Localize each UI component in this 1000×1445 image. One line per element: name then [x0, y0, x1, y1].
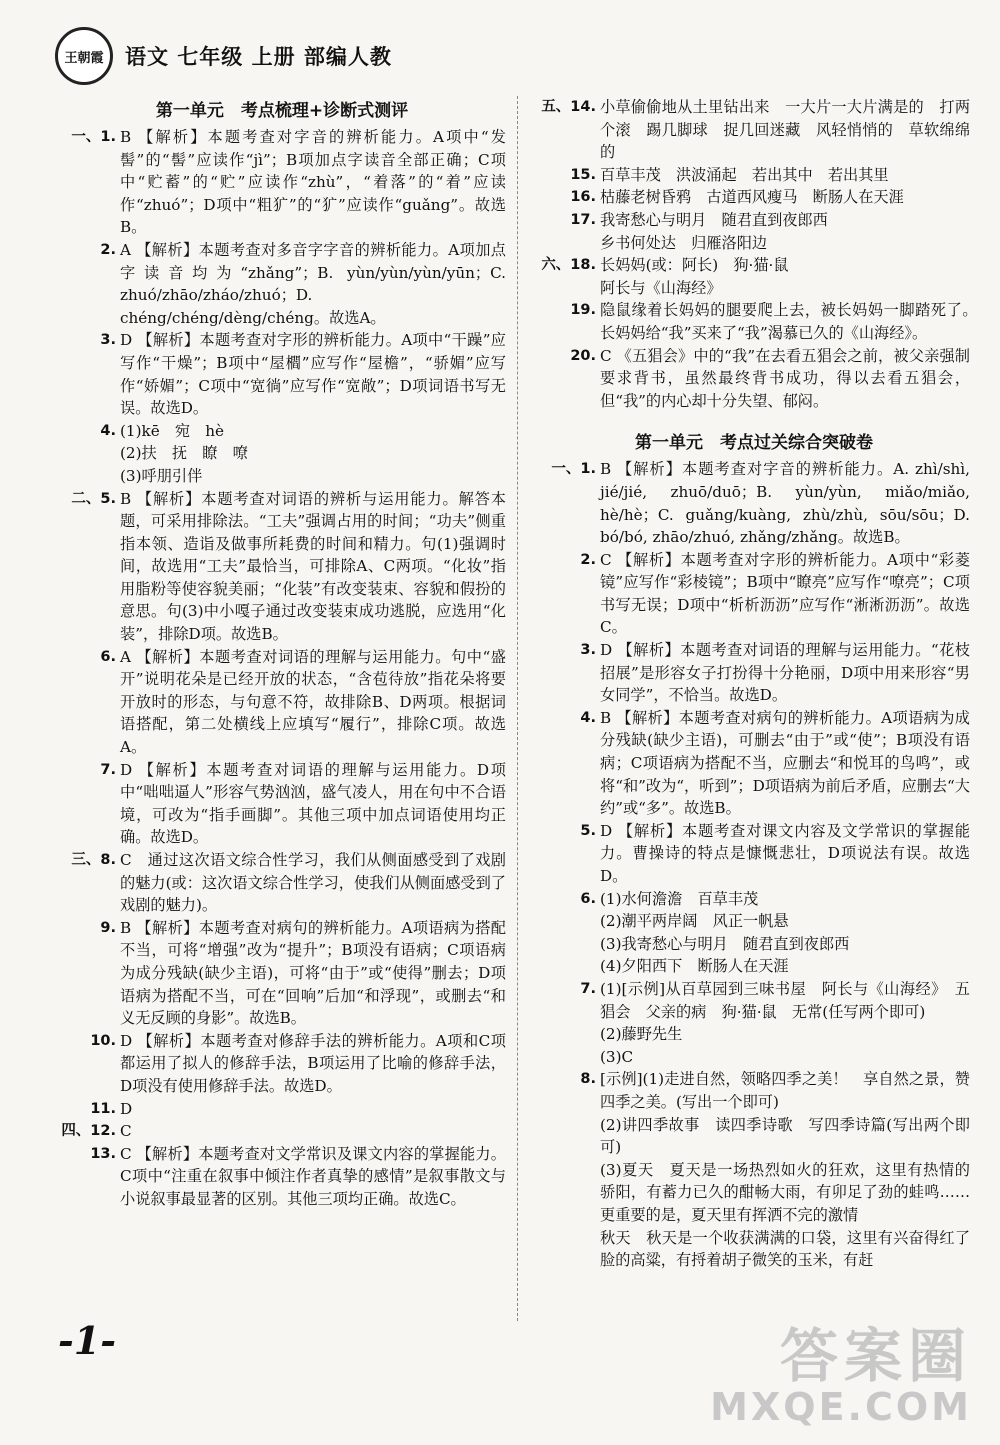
answer-number: 5.: [580, 822, 596, 839]
answer-item: [538, 186, 970, 209]
answer-number: 13.: [90, 1145, 116, 1162]
answer-text: [120, 1098, 506, 1121]
answer-line: 阿长与《山海经》: [600, 278, 722, 297]
answer-item: [538, 345, 970, 413]
answer-number: 16.: [570, 189, 596, 206]
answer-number: 20.: [570, 347, 596, 364]
answer-line: (1)[示例]从百草园到三味书屋 阿长与《山海经》 五猖会 父亲的病 狗·猫·鼠 无常(任写两个即可): [600, 979, 970, 1021]
answer-text: [600, 978, 970, 1068]
answer-line: 百草丰茂 洪波涌起 若出其中 若出其里: [600, 165, 889, 184]
answer-item: [538, 888, 970, 978]
answer-text: [600, 345, 970, 413]
answer-line: (2)潮平两岸阔 风正一帆悬: [600, 912, 789, 931]
answer-number: 15.: [570, 166, 596, 183]
answer-item: [538, 254, 970, 299]
answer-number: 五、14.: [541, 99, 596, 115]
answer-text: [600, 254, 970, 299]
answer-number: 7.: [580, 980, 596, 997]
answer-item: [538, 639, 970, 707]
answer-number: 6.: [580, 890, 596, 907]
section-title-left: 第一单元 考点梳理+诊断式测评: [155, 101, 409, 121]
answer-line: (2)讲四季故事 读四季诗歌 写四季诗篇(写出两个即可): [600, 1115, 970, 1157]
answer-line: (1)水何澹澹 百草丰茂: [600, 889, 759, 908]
answer-item: [538, 164, 970, 187]
answer-text: [600, 888, 970, 978]
answer-text: [120, 1030, 506, 1098]
answer-text: [600, 820, 970, 888]
answer-item: [538, 820, 970, 888]
answer-line: [示例](1)走进自然，领略四季之美！ 享自然之景，赞四季之美。(写出一个即可): [600, 1070, 970, 1111]
answer-item: [58, 759, 506, 849]
answer-line: B 【解析】本题考查对字音的辨析能力。A. zhì/shì, jié/jié, zhuō/duō；B. yùn/yùn, miǎo/miǎo, hè/hè；C. guǎng/kuàng, zhù/zhù, sōu/sōu；D. bó/bó, zhāo/zhuó, zhǎng/zhǎng。故选B。: [600, 460, 970, 547]
answer-text: [600, 164, 970, 187]
answer-line: C 《五猖会》中的“我”在去看五猖会之前，被父亲强制要求背书，虽然最终背书成功，得以去看五猖会，但“我”的内心却十分失望、郁闷。: [600, 346, 970, 410]
answer-item: [58, 239, 506, 329]
watermark-text: 答案圈: [779, 1322, 972, 1390]
answer-line: D 【解析】本题考查对字形的辨析能力。A项中“干躁”应写作“干燥”；B项中“屋櫩”应写作“屋檐”，“骄媚”应写作“娇媚”；C项中“宽徜”应写作“宽敞”；D项词语书写无误。故选D。: [120, 331, 506, 418]
answer-line: D 【解析】本题考查对课文内容及文学常识的掌握能力。曹操诗的特点是慷慨悲壮，D项说法有误。故选D。: [600, 821, 970, 885]
answer-line: (4)夕阳西下 断肠人在天涯: [600, 957, 789, 976]
answer-line: 秋天 秋天是一个收获满满的口袋，这里有兴奋得红了脸的高粱，有捋着胡子微笑的玉米，有赶: [600, 1228, 970, 1270]
answer-number: 9.: [100, 919, 116, 936]
answer-number: 六、18.: [541, 257, 596, 274]
answer-item: [538, 209, 970, 254]
answer-item: [58, 1120, 506, 1143]
answer-number: 3.: [100, 332, 116, 349]
answer-text: [600, 186, 970, 209]
answer-number: 2.: [580, 551, 596, 568]
answer-text: [120, 329, 506, 419]
answer-item: [58, 329, 506, 419]
answer-number: 6.: [100, 648, 116, 665]
answer-line: 我寄愁心与明月 随君直到夜郎西: [600, 210, 828, 229]
answer-text: [600, 639, 970, 707]
answer-line: C 【解析】本题考查对文学常识及课文内容的掌握能力。C项中“注重在叙事中倾注作者真挚的感情”是叙事散文与小说叙事最显著的区别。其他三项均正确。故选C。: [120, 1144, 506, 1208]
answer-text: [120, 1120, 506, 1143]
answer-text: [600, 209, 970, 254]
answer-number: 19.: [570, 302, 596, 319]
section-title-right: 第一单元 考点过关综合突破卷: [635, 433, 873, 454]
answer-line: B 【解析】本题考查对病句的辨析能力。A项语病为成分残缺(缺少主语)，可删去“由于”或“使”；B项没有语病；C项语病为搭配不当，应删去“和悦耳的鸟鸣”，或将“和”改为“，听到”；D项语病为前后矛盾，应删去“大约”或“多”。故选B。: [600, 708, 970, 818]
answer-number: 3.: [580, 642, 596, 659]
answer-number: 7.: [100, 761, 116, 778]
answer-line: D 【解析】本题考查对词语的理解与运用能力。D项中“咄咄逼人”形容气势汹汹，盛气凌人，用在句中不合语境，可改为“指手画脚”。其他三项中加点词语使用均正确。故选D。: [120, 760, 506, 847]
answer-text: [600, 549, 970, 639]
answer-number: 二、5.: [71, 490, 116, 507]
answer-item: [58, 917, 506, 1030]
answer-text: [120, 239, 506, 329]
answer-line: 小草偷偷地从土里钻出来 一大片一大片满是的 打两个滚 踢几脚球 捉几回迷藏 风轻悄悄的 草软绵绵的: [600, 98, 970, 162]
answer-line: C 通过这次语文综合性学习，我们从侧面感受到了戏剧的魅力(或：这次语文综合性学习，使我们从侧面感受到了戏剧的魅力)。: [120, 851, 506, 915]
watermark-url: MXQE.COM: [710, 1385, 972, 1429]
answer-item: [58, 1030, 506, 1098]
answer-item: [58, 126, 506, 239]
left-column: [58, 96, 506, 1211]
answer-number: 17.: [570, 211, 596, 228]
answer-number: 三、8.: [71, 852, 116, 868]
answer-item: [538, 978, 970, 1068]
answer-line: C: [120, 1122, 132, 1141]
answer-item: [538, 96, 970, 164]
answer-number: 10.: [90, 1032, 116, 1049]
answer-line: (3)呼朋引伴: [120, 466, 203, 485]
answer-text: [600, 96, 970, 164]
answer-item: [538, 458, 970, 548]
answer-line: B 【解析】本题考查对字音的辨析能力。A项中“发髻”的“髻”应读作“jì”；B项加点字读音全部正确；C项中“贮蓄”的“贮”应读作“zhù”，“着落”的“着”应读作“zhuó”；D项中“粗犷”的“犷”应读作“guǎng”。故选B。: [120, 128, 506, 237]
answer-line: (2)藤野先生: [600, 1025, 683, 1044]
answer-number: 8.: [580, 1071, 596, 1088]
answer-line: B 【解析】本题考查对病句的辨析能力。A项语病为搭配不当，可将“增强”改为“提升”；B项没有语病；C项语病为成分残缺(缺少主语)，可将“由于”或“使得”删去；D项语病为搭配不当，可在“回响”后加“和浮现”，或删去“和义无反顾的身影”。故选B。: [120, 918, 506, 1028]
answer-line: 长妈妈(或：阿长) 狗·猫·鼠: [600, 256, 789, 275]
page-header: [55, 28, 392, 84]
answer-line: (2)扶 抚 瞭 嘹: [120, 444, 248, 463]
answer-text: [600, 1068, 970, 1271]
answer-line: 隐鼠缘着长妈妈的腿要爬上去，被长妈妈一脚踏死了。 长妈妈给“我”买来了“我”渴慕已久的《山海经》。: [600, 301, 986, 342]
answer-line: D 【解析】本题考查对修辞手法的辨析能力。A项和C项都运用了拟人的修辞手法，B项运用了比喻的修辞手法，D项没有使用修辞手法。故选D。: [120, 1031, 506, 1095]
answer-item: [58, 1143, 506, 1211]
answer-text: [600, 458, 970, 548]
answer-number: 11.: [90, 1100, 116, 1117]
watermark: [710, 1322, 972, 1429]
answer-line: A 【解析】本题考查对词语的理解与运用能力。句中“盛开”说明花朵是已经开放的状态，“含苞待放”指花朵将要开放时的形态，与句意不符，故排除B、D两项。根据词语搭配，第二处横线上应填写“履行”，排除C项。故选A。: [120, 647, 506, 757]
answer-line: (3)我寄愁心与明月 随君直到夜郎西: [600, 934, 850, 953]
answer-text: [600, 299, 986, 344]
answer-text: [120, 488, 506, 646]
answer-text: [600, 707, 970, 820]
answer-number: 4.: [580, 709, 596, 726]
answer-text: [120, 126, 506, 239]
answer-line: B 【解析】本题考查对词语的辨析与运用能力。解答本题，可采用排除法。“工夫”强调占用的时间；“功夫”侧重指本领、造诣及做事所耗费的时间和精力。句(1)强调时间，故选用“工夫”最恰当，可排除A、C两项。“化妆”指用脂粉等使容貌美丽；“化装”有改变装束、容貌和假扮的意思。句(3)中小嘎子通过改变装束成功逃脱，应选用“化装”，排除D项。故选B。: [120, 489, 506, 644]
answer-item: [538, 299, 986, 344]
answer-line: (1)kē 宛 hè: [120, 421, 225, 440]
answer-line: (3)夏天 夏天是一场热烈如火的狂欢，这里有热情的骄阳，有蓄力已久的酣畅大雨，有卯足了劲的蛙鸣……更重要的是，夏天里有挥洒不完的激情: [600, 1160, 970, 1224]
answer-text: [120, 646, 506, 759]
answer-item: [58, 420, 506, 488]
answer-number: 4.: [100, 422, 116, 439]
answer-text: [120, 849, 506, 917]
answer-number: 四、12.: [61, 1123, 116, 1140]
right-answer-list-bottom: [538, 458, 970, 1271]
answer-item: [58, 646, 506, 759]
answer-line: D 【解析】本题考查对词语的理解与运用能力。“花枝招展”是形容女子打扮得十分艳丽，D项中用来形容“男女同学”，不恰当。故选D。: [600, 641, 970, 705]
answer-item: [538, 549, 970, 639]
answer-text: [120, 759, 506, 849]
answer-line: (3)C: [600, 1047, 634, 1066]
answer-text: [120, 420, 506, 488]
answer-item: [538, 1068, 970, 1271]
header-title: 语文 七年级 上册 部编人教: [125, 45, 392, 69]
answer-line: A 【解析】本题考查对多音字字音的辨析能力。A项加点字读音均为“zhǎng”；B. yùn/yùn/yùn/yūn；C. zhuó/zhāo/zháo/zhuó；D. chéng/chéng/dèng/chéng。故选A。: [120, 240, 506, 327]
answer-line: 乡书何处达 归雁洛阳边: [600, 233, 768, 252]
answer-number: 2.: [100, 241, 116, 258]
answer-item: [58, 488, 506, 646]
column-divider: [517, 96, 518, 1321]
answer-item: [58, 849, 506, 917]
answer-item: [538, 707, 970, 820]
answer-text: [120, 1143, 506, 1211]
answer-item: [58, 1098, 506, 1121]
answer-line: D: [120, 1099, 133, 1118]
answer-number: 一、1.: [71, 129, 116, 145]
answer-number: 一、1.: [551, 461, 596, 478]
publisher-logo: 王朝霞: [55, 27, 113, 85]
right-answer-list-top: [538, 96, 986, 412]
right-column: [538, 96, 986, 1272]
answer-line: 枯藤老树昏鸦 古道西风瘦马 断肠人在天涯: [600, 188, 904, 207]
answer-text: [120, 917, 506, 1030]
left-answer-list: [58, 126, 506, 1211]
answer-line: C 【解析】本题考查对字形的辨析能力。A项中“彩菱镜”应写作“彩棱镜”；B项中“瞭亮”应写作“嘹亮”；C项书写无误；D项中“析析沥沥”应写作“淅淅沥沥”。故选C。: [600, 550, 970, 637]
page-number: -1-: [58, 1318, 116, 1363]
